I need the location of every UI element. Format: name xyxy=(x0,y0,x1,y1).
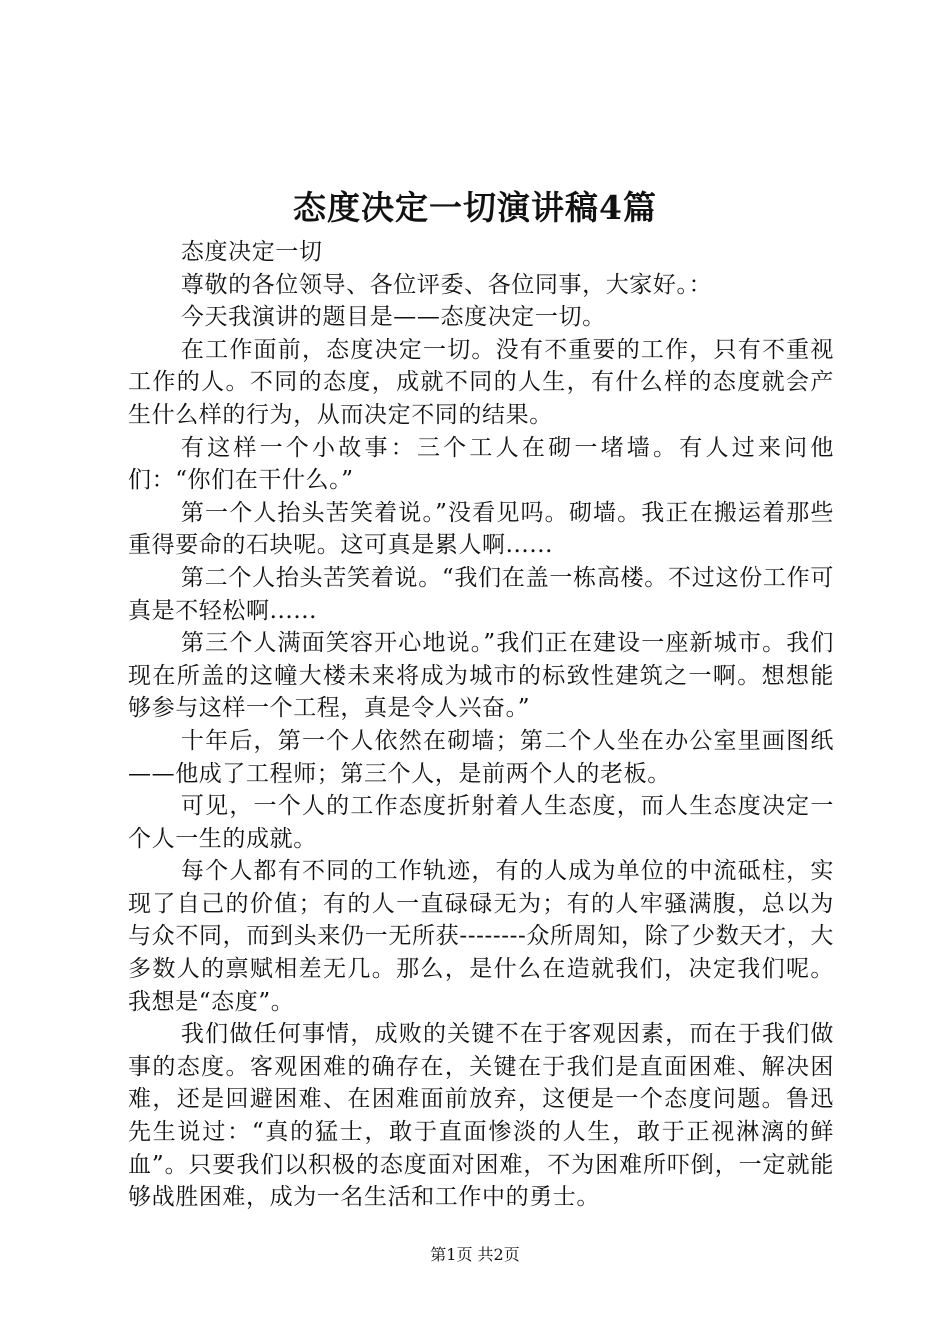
paragraph: 有这样一个小故事：三个工人在砌一堵墙。有人过来问他们：“你们在干什么。” xyxy=(128,434,834,494)
page-footer: 第1页 共2页 xyxy=(430,1245,520,1264)
paragraph: 第二个人抬头苦笑着说。“我们在盖一栋高楼。不过这份工作可真是不轻松啊...... xyxy=(128,564,834,624)
document-body xyxy=(128,236,834,1214)
paragraph: 在工作面前，态度决定一切。没有不重要的工作，只有不重视工作的人。不同的态度，成就不同的人生，有什么样的态度就会产生什么样的行为，从而决定不同的结果。 xyxy=(128,336,834,428)
paragraph: 今天我演讲的题目是——态度决定一切。 xyxy=(180,304,606,331)
paragraph: 第一个人抬头苦笑着说。”没看见吗。砌墙。我正在搬运着那些重得要命的石块呢。这可真是累人啊...... xyxy=(128,499,834,559)
paragraph: 尊敬的各位领导、各位评委、各位同事，大家好。： xyxy=(180,271,713,298)
paragraph: 第三个人满面笑容开心地说。”我们正在建设一座新城市。我们现在所盖的这幢大楼未来将成为城市的标致性建筑之一啊。想想能够参与这样一个工程，真是令人兴奋。” xyxy=(128,630,834,722)
paragraph: 态度决定一切 xyxy=(180,239,323,265)
document-title: 态度决定一切演讲稿4篇 xyxy=(293,188,657,227)
paragraph: 十年后，第一个人依然在砌墙；第二个人坐在办公室里画图纸——他成了工程师；第三个人，是前两个人的老板。 xyxy=(128,727,834,787)
paragraph: 我们做任何事情，成败的关键不在于客观因素，而在于我们做事的态度。客观困难的确存在，关键在于我们是直面困难、解决困难，还是回避困难、在困难面前放弃，这便是一个态度问题。鲁迅先生说过：“真的猛士，敢于直面惨淡的人生，敢于正视淋漓的鲜血”。只要我们以积极的态度面对困难，不为困难所吓倒，一定就能够战胜困难，成为一名生活和工作中的勇士。 xyxy=(128,1021,834,1211)
paragraph: 可见，一个人的工作态度折射着人生态度，而人生态度决定一个人一生的成就。 xyxy=(128,793,834,852)
paragraph: 每个人都有不同的工作轨迹，有的人成为单位的中流砥柱，实现了自己的价值；有的人一直碌碌无为；有的人牢骚满腹，总以为与众不同，而到头来仍一无所获--------众所周知，除了少数天才，大多数人的禀赋相差无几。那么，是什么在造就我们，决定我们呢。我想是“态度”。 xyxy=(128,858,834,1015)
